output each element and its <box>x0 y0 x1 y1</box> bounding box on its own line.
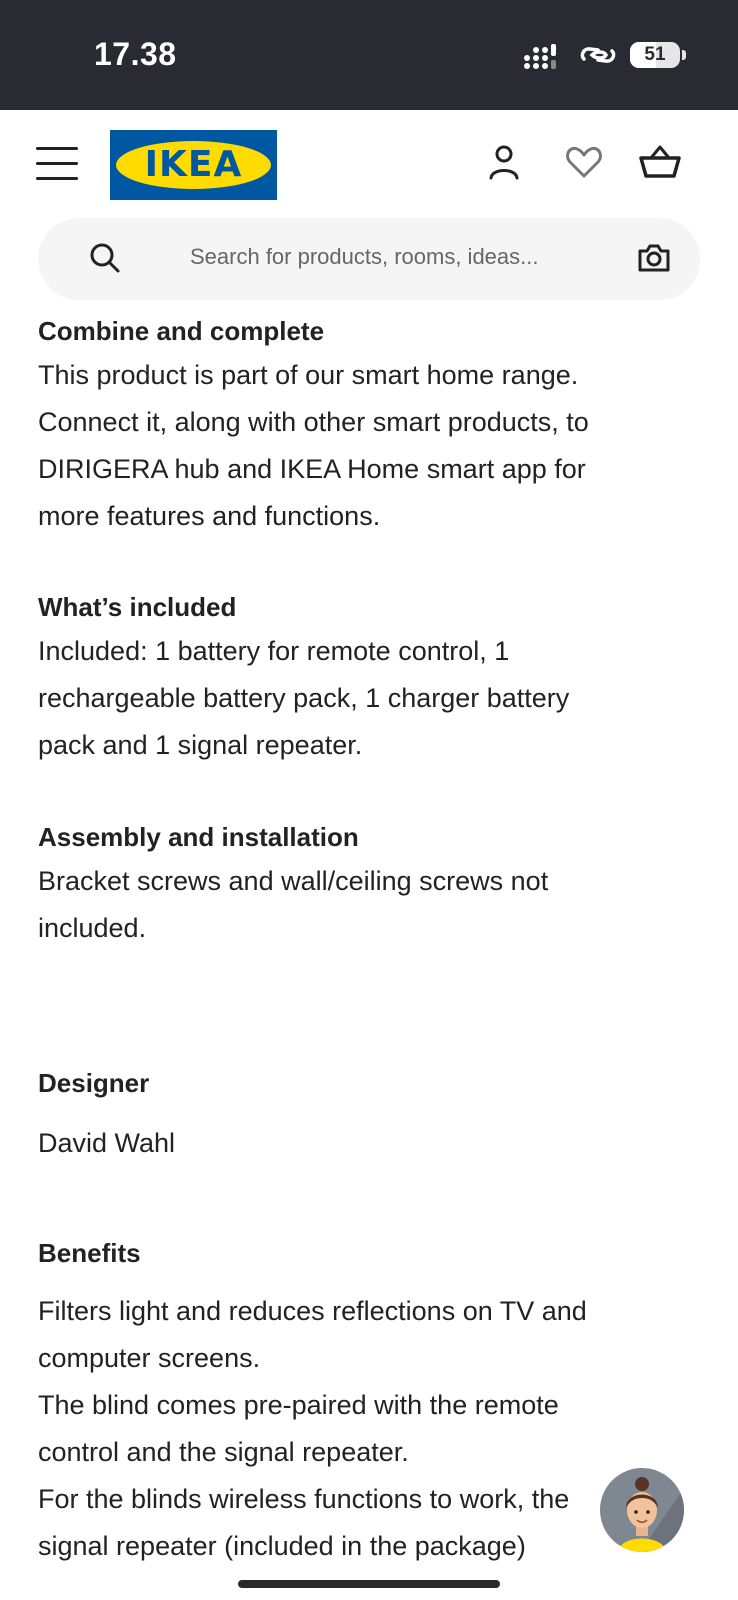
section-title-designer: Designer <box>38 1068 150 1098</box>
section-body-assembly: Bracket screws and wall/ceiling screws not included. <box>38 866 549 943</box>
section-title-included: What’s included <box>38 592 237 622</box>
search-input[interactable]: Search for products, rooms, ideas... <box>190 244 539 269</box>
section-title-benefits: Benefits <box>38 1238 141 1268</box>
section-title-combine: Combine and complete <box>38 316 325 346</box>
section-body-combine: This product is part of our smart home range. Connect it, along with other smart products, to DIRIGERA hub and IKEA Home smart app for more features and functions. <box>38 360 589 531</box>
chat-assistant-button[interactable] <box>600 1468 684 1552</box>
assistant-avatar-icon <box>600 1468 684 1552</box>
benefit-line: The blind comes pre-paired with the remote control and the signal repeater. <box>38 1390 559 1467</box>
camera-icon[interactable] <box>636 240 672 276</box>
section-title-assembly: Assembly and installation <box>38 822 359 852</box>
site-header <box>0 110 738 210</box>
link-icon <box>578 40 618 70</box>
home-indicator[interactable] <box>238 1580 500 1588</box>
status-time: 17.38 <box>94 36 177 72</box>
search-icon <box>88 241 122 275</box>
signal-icon <box>523 44 563 70</box>
battery-indicator: 51 <box>630 42 680 68</box>
hamburger-menu-icon[interactable] <box>36 144 80 184</box>
section-body-included: Included: 1 battery for remote control, 1 rechargeable battery pack, 1 charger battery pack and 1 signal repeater. <box>38 636 570 760</box>
status-bar <box>0 0 738 110</box>
heart-icon[interactable] <box>564 142 604 182</box>
benefit-line: Filters light and reduces reflections on TV and computer screens. <box>38 1296 587 1373</box>
search-bar[interactable] <box>38 218 700 300</box>
benefit-line: For the blinds wireless functions to work, the signal repeater (included in the package) <box>38 1484 570 1561</box>
designer-name: David Wahl <box>38 1128 176 1158</box>
shopping-bag-icon[interactable] <box>638 142 682 182</box>
ikea-logo[interactable]: IKEA <box>110 130 277 200</box>
person-icon[interactable] <box>484 142 524 182</box>
